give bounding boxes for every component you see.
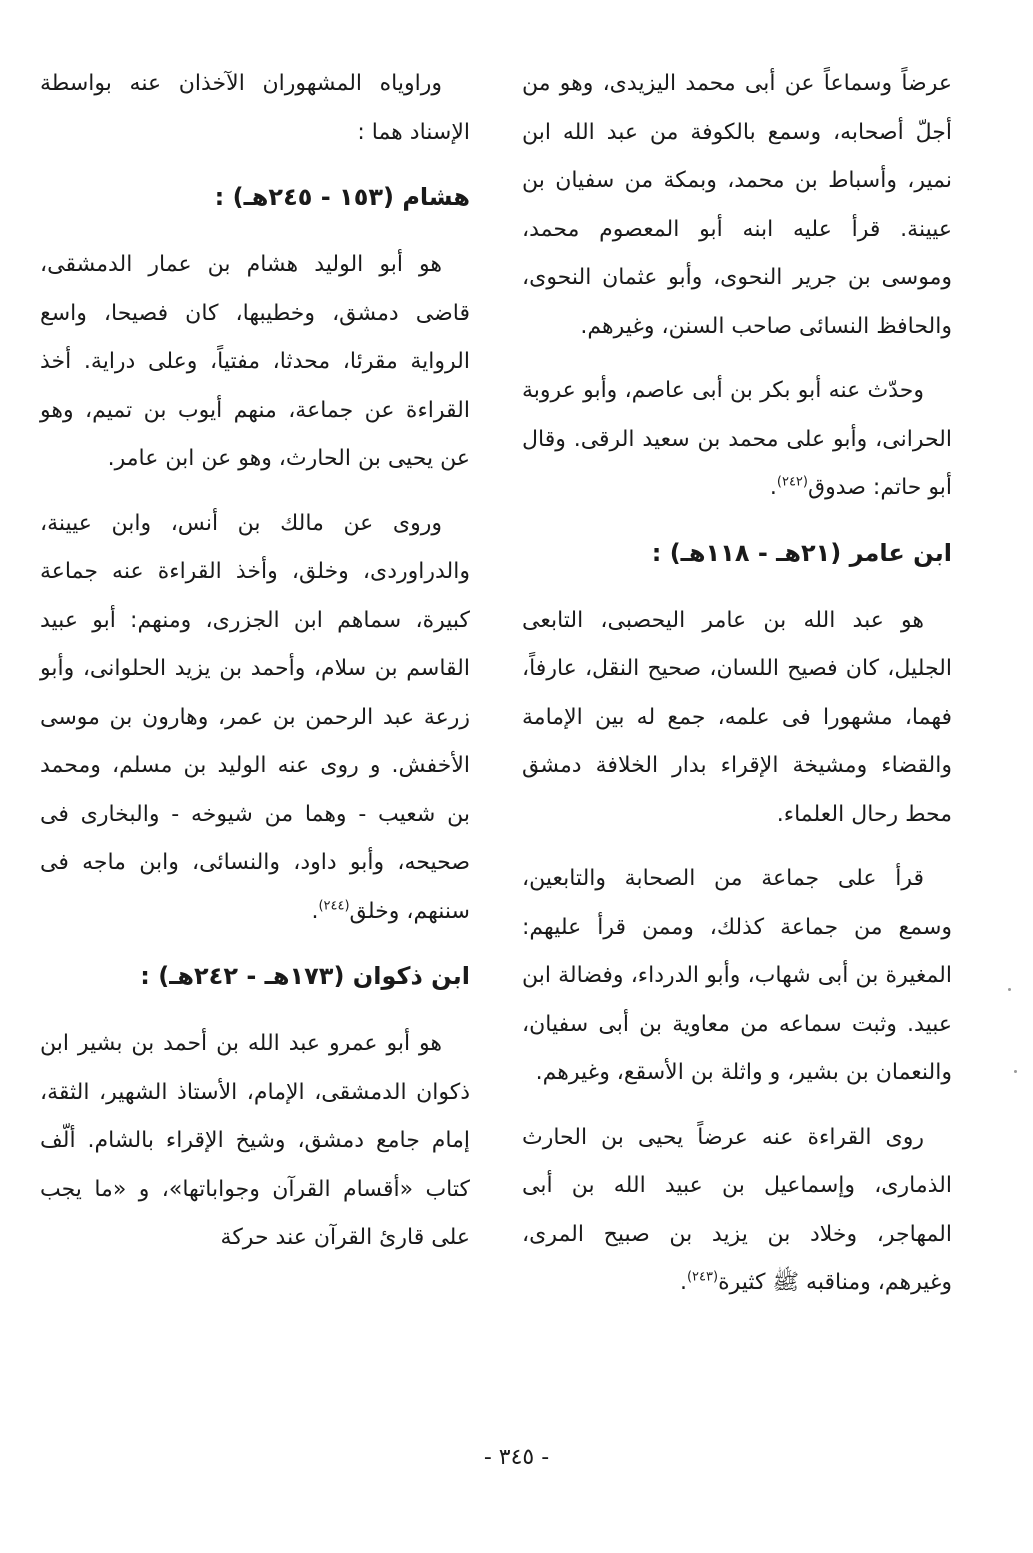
scan-speck bbox=[1014, 1070, 1017, 1073]
section-heading-ibn-amir: ابن عامر (٢١هـ - ١١٨هـ) : bbox=[651, 538, 952, 567]
left-column bbox=[40, 60, 470, 1279]
paragraph: وحدّث عنه أبو بكر بن أبى عاصم، وأبو عروبة الحرانى، وأبو على محمد بن سعيد الرقى. وقال أبو حاتم: صدوق$^{(٢٤٢)}$. bbox=[522, 378, 952, 500]
scan-speck bbox=[1008, 988, 1011, 991]
page-number: - ٣٤٥ - bbox=[483, 1445, 550, 1470]
section-heading-ibn-dhakwan: ابن ذكوان (١٧٣هـ - ٢٤٢هـ) : bbox=[140, 962, 470, 990]
paragraph: هو أبو عمرو عبد الله بن أحمد بن بشير ابن ذكوان الدمشقى، الإمام، الأستاذ الشهير، الثقة، إمام جامع دمشق، وشيخ الإقراء بالشام. ألّف كتاب «أقسام القرآن وجواباتها»، و «ما يجب على قارئ القرآن عند حركة bbox=[40, 1031, 470, 1250]
paragraph: روى القراءة عنه عرضاً يحيى بن الحارث الذمارى، وإسماعيل بن عبيد الله بن أبى المهاجر، وخلاد بن يزيد بن صبيح المرى، وغيرهم، ومناقبه ﷺ كثيرة$^{(٢٤٣)}$. bbox=[522, 1124, 952, 1295]
paragraph: عرضاً وسماعاً عن أبى محمد اليزيدى، وهو من أجلّ أصحابه، وسمع بالكوفة من عبد الله ابن نمير، وأسباط بن محمد، وبمكة من سفيان بن عيينة. قرأ عليه ابنه أبو المعصوم محمد، وموسى بن جرير النحوى، وأبو عثمان النحوى، والحافظ النسائى صاحب السنن، وغيرهم. bbox=[522, 71, 952, 339]
footnote-ref: (٢٤٤) bbox=[318, 898, 350, 914]
footnote-ref: (٢٤٢) bbox=[776, 474, 808, 490]
paragraph: قرأ على جماعة من الصحابة والتابعين، وسمع من جماعة كذلك، وممن قرأ عليهم: المغيرة بن أبى شهاب، وأبو الدرداء، وفضالة ابن عبيد. وثبت سماعه من معاوية بن أبى سفيان، والنعمان بن بشير، و واثلة بن الأسقع، وغيرهم. bbox=[522, 866, 952, 1085]
right-column bbox=[522, 60, 952, 1324]
paragraph: هو عبد الله بن عامر اليحصبى، التابعى الجليل، كان فصيح اللسان، صحيح النقل، عارفاً، فهما، مشهورا فى علمه، جمع له بين الإمامة والقضاء ومشيخة الإقراء بدار الخلافة دمشق محط رحال العلماء. bbox=[522, 607, 952, 827]
section-heading-hisham: هشام (١٥٣ - ٢٤٥هـ) : bbox=[214, 183, 470, 211]
paragraph: هو أبو الوليد هشام بن عمار الدمشقى، قاضى دمشق، وخطيبها، كان فصيحا، واسع الرواية مقرئا، محدثا، مفتياً، وعلى دراية. أخذ القراءة عن جماعة، منهم أيوب بن تميم، وهو عن يحيى بن الحارث، وهو عن ابن عامر. bbox=[40, 252, 470, 471]
paragraph: وراوياه المشهوران الآخذان عنه بواسطة الإسناد هما : bbox=[40, 71, 470, 145]
footnote-ref: (٢٤٣) bbox=[686, 1269, 719, 1285]
paragraph: وروى عن مالك بن أنس، وابن عيينة، والدراوردى، وخلق، وأخذ القراءة عنه جماعة كبيرة، سماهم ابن الجزرى، ومنهم: أبو عبيد القاسم بن سلام، وأحمد بن يزيد الحلوانى، وأبو زرعة عبد الرحمن بن عمر، وهارون بن موسى الأخفش. و روى عنه الوليد بن مسلم، ومحمد بن شعيب - وهما من شيوخه - والبخارى فى صحيحه، وأبو داود، والنسائى، وابن ماجه فى سننهم، وخلق$^{(٢٤٤)}$. bbox=[40, 510, 470, 924]
